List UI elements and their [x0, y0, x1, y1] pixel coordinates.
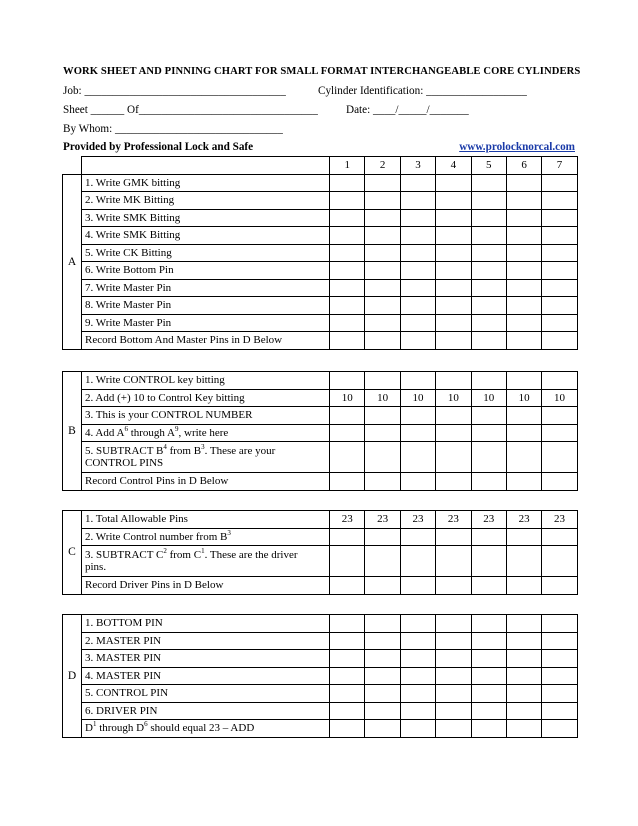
entry-cell[interactable] [330, 279, 365, 297]
table-row [63, 615, 578, 633]
table-row [63, 389, 578, 407]
entry-cell[interactable] [471, 227, 506, 245]
entry-cell[interactable] [542, 297, 577, 315]
entry-cell[interactable] [365, 615, 400, 633]
row-label: Record Driver Pins in D Below [82, 577, 330, 595]
row-label: 8. Write Master Pin [82, 297, 330, 315]
column-header: 7 [542, 157, 577, 175]
entry-cell[interactable] [542, 372, 577, 390]
entry-cell[interactable] [542, 279, 577, 297]
entry-cell[interactable] [330, 685, 365, 703]
by-whom-field: By Whom: ______________________________ [63, 123, 283, 135]
entry-cell[interactable] [506, 546, 541, 577]
entry-cell[interactable] [365, 279, 400, 297]
entry-cell[interactable] [365, 244, 400, 262]
entry-cell[interactable] [400, 442, 435, 473]
entry-cell[interactable] [400, 577, 435, 595]
section-label: B [63, 372, 82, 491]
entry-cell[interactable] [436, 279, 471, 297]
entry-cell[interactable] [542, 577, 577, 595]
section-b-table [62, 371, 578, 491]
column-header: 5 [471, 157, 506, 175]
entry-cell[interactable] [400, 297, 435, 315]
entry-cell[interactable] [436, 424, 471, 442]
entry-cell[interactable] [542, 473, 577, 491]
entry-cell[interactable] [400, 262, 435, 280]
entry-cell[interactable] [436, 685, 471, 703]
entry-cell[interactable] [436, 650, 471, 668]
column-header: 2 [365, 157, 400, 175]
row-label: Record Bottom And Master Pins in D Below [82, 332, 330, 350]
row-label: 3. SUBTRACT $C^2$ from $C^1$. These are the driver pins. [82, 546, 330, 577]
entry-cell[interactable] [506, 650, 541, 668]
row-label: 2. Add (+) 10 to Control Key bitting [82, 389, 330, 407]
table-row [63, 650, 578, 668]
table-row [63, 297, 578, 315]
entry-cell[interactable] [506, 685, 541, 703]
table-row [63, 244, 578, 262]
table-row [63, 424, 578, 442]
entry-cell[interactable] [436, 227, 471, 245]
entry-cell[interactable] [471, 297, 506, 315]
job-field: Job: ____________________________________ [63, 85, 286, 97]
value-cell: 23 [400, 511, 435, 529]
entry-cell[interactable] [506, 192, 541, 210]
entry-cell[interactable] [330, 650, 365, 668]
entry-cell[interactable] [542, 667, 577, 685]
column-header: 1 [330, 157, 365, 175]
entry-cell[interactable] [542, 407, 577, 425]
row-label: 1. BOTTOM PIN [82, 615, 330, 633]
entry-cell[interactable] [330, 615, 365, 633]
entry-cell[interactable] [471, 442, 506, 473]
entry-cell[interactable] [400, 332, 435, 350]
entry-cell[interactable] [365, 720, 400, 738]
entry-cell[interactable] [542, 528, 577, 546]
website-link[interactable]: www.prolocknorcal.com [459, 141, 575, 153]
entry-cell[interactable] [365, 528, 400, 546]
entry-cell[interactable] [436, 473, 471, 491]
entry-cell[interactable] [365, 702, 400, 720]
table-row [63, 209, 578, 227]
entry-cell[interactable] [542, 720, 577, 738]
entry-cell[interactable] [365, 650, 400, 668]
entry-cell[interactable] [542, 262, 577, 280]
entry-cell[interactable] [365, 407, 400, 425]
entry-cell[interactable] [330, 297, 365, 315]
table-row [63, 473, 578, 491]
table-row [63, 528, 578, 546]
value-cell: 23 [542, 511, 577, 529]
entry-cell[interactable] [365, 174, 400, 192]
entry-cell[interactable] [542, 546, 577, 577]
entry-cell[interactable] [436, 372, 471, 390]
entry-cell[interactable] [542, 685, 577, 703]
entry-cell[interactable] [471, 209, 506, 227]
entry-cell[interactable] [436, 546, 471, 577]
entry-cell[interactable] [506, 314, 541, 332]
value-cell: 10 [506, 389, 541, 407]
value-cell: 10 [471, 389, 506, 407]
column-header: 3 [400, 157, 435, 175]
table-row [63, 279, 578, 297]
table-row [63, 667, 578, 685]
entry-cell[interactable] [471, 577, 506, 595]
value-cell: 23 [506, 511, 541, 529]
entry-cell[interactable] [330, 667, 365, 685]
entry-cell[interactable] [330, 442, 365, 473]
section-label: D [63, 615, 82, 738]
entry-cell[interactable] [506, 332, 541, 350]
entry-cell[interactable] [436, 174, 471, 192]
row-label: 3. This is your CONTROL NUMBER [82, 407, 330, 425]
entry-cell[interactable] [542, 244, 577, 262]
value-cell: 10 [400, 389, 435, 407]
table-row [63, 702, 578, 720]
row-label: 2. Write MK Bitting [82, 192, 330, 210]
entry-cell[interactable] [400, 407, 435, 425]
entry-cell[interactable] [506, 528, 541, 546]
table-row [63, 174, 578, 192]
value-cell: 10 [542, 389, 577, 407]
entry-cell[interactable] [542, 192, 577, 210]
entry-cell[interactable] [471, 332, 506, 350]
entry-cell[interactable] [400, 372, 435, 390]
entry-cell[interactable] [471, 546, 506, 577]
table-row [63, 577, 578, 595]
entry-cell[interactable] [471, 720, 506, 738]
entry-cell[interactable] [330, 528, 365, 546]
row-label: 1. Total Allowable Pins [82, 511, 330, 529]
entry-cell[interactable] [400, 192, 435, 210]
entry-cell[interactable] [471, 244, 506, 262]
entry-cell[interactable] [365, 546, 400, 577]
entry-cell[interactable] [542, 227, 577, 245]
entry-cell[interactable] [400, 546, 435, 577]
table-row [63, 685, 578, 703]
table-row [63, 314, 578, 332]
entry-cell[interactable] [471, 314, 506, 332]
value-cell: 23 [330, 511, 365, 529]
entry-cell[interactable] [400, 702, 435, 720]
entry-cell[interactable] [400, 720, 435, 738]
entry-cell[interactable] [365, 314, 400, 332]
table-row [63, 511, 578, 529]
entry-cell[interactable] [330, 473, 365, 491]
entry-cell[interactable] [436, 262, 471, 280]
entry-cell[interactable] [471, 702, 506, 720]
entry-cell[interactable] [506, 407, 541, 425]
entry-cell[interactable] [330, 332, 365, 350]
entry-cell[interactable] [365, 685, 400, 703]
entry-cell[interactable] [542, 174, 577, 192]
section-c-table [62, 510, 578, 595]
column-header: 4 [436, 157, 471, 175]
cylinder-id-field: Cylinder Identification: __________________ [318, 85, 527, 97]
value-cell: 10 [365, 389, 400, 407]
entry-cell[interactable] [436, 244, 471, 262]
entry-cell[interactable] [436, 632, 471, 650]
entry-cell[interactable] [542, 650, 577, 668]
entry-cell[interactable] [506, 297, 541, 315]
entry-cell[interactable] [400, 244, 435, 262]
entry-cell[interactable] [436, 667, 471, 685]
entry-cell[interactable] [400, 667, 435, 685]
entry-cell[interactable] [365, 577, 400, 595]
entry-cell[interactable] [330, 227, 365, 245]
section-a-table [62, 156, 578, 350]
row-label: 7. Write Master Pin [82, 279, 330, 297]
row-label: 4. Add $A^6$ through $A^9$, write here [82, 424, 330, 442]
section-label: A [63, 174, 82, 349]
entry-cell[interactable] [471, 407, 506, 425]
table-row [63, 227, 578, 245]
entry-cell[interactable] [542, 615, 577, 633]
row-label: 5. CONTROL PIN [82, 685, 330, 703]
entry-cell[interactable] [542, 332, 577, 350]
entry-cell[interactable] [365, 332, 400, 350]
entry-cell[interactable] [506, 577, 541, 595]
entry-cell[interactable] [330, 314, 365, 332]
entry-cell[interactable] [400, 632, 435, 650]
row-label: 3. MASTER PIN [82, 650, 330, 668]
entry-cell[interactable] [365, 372, 400, 390]
entry-cell[interactable] [471, 174, 506, 192]
entry-cell[interactable] [330, 209, 365, 227]
entry-cell[interactable] [400, 650, 435, 668]
entry-cell[interactable] [471, 473, 506, 491]
entry-cell[interactable] [330, 546, 365, 577]
entry-cell[interactable] [365, 473, 400, 491]
row-label: 4. MASTER PIN [82, 667, 330, 685]
entry-cell[interactable] [506, 702, 541, 720]
row-label: 1. Write GMK bitting [82, 174, 330, 192]
date-field: Date: ____/_____/_______ [346, 104, 469, 116]
entry-cell[interactable] [436, 720, 471, 738]
entry-cell[interactable] [506, 720, 541, 738]
entry-cell[interactable] [436, 209, 471, 227]
value-cell: 23 [365, 511, 400, 529]
entry-cell[interactable] [506, 279, 541, 297]
entry-cell[interactable] [436, 332, 471, 350]
entry-cell[interactable] [365, 262, 400, 280]
value-cell: 10 [436, 389, 471, 407]
entry-cell[interactable] [436, 702, 471, 720]
entry-cell[interactable] [365, 209, 400, 227]
entry-cell[interactable] [436, 314, 471, 332]
entry-cell[interactable] [471, 650, 506, 668]
section-d-table [62, 614, 578, 738]
entry-cell[interactable] [506, 244, 541, 262]
entry-cell[interactable] [471, 279, 506, 297]
entry-cell[interactable] [400, 314, 435, 332]
entry-cell[interactable] [506, 442, 541, 473]
sheet-field: Sheet ______ Of________________________________ [63, 104, 318, 116]
table-row [63, 332, 578, 350]
entry-cell[interactable] [365, 442, 400, 473]
entry-cell[interactable] [365, 227, 400, 245]
entry-cell[interactable] [400, 209, 435, 227]
entry-cell[interactable] [330, 372, 365, 390]
entry-cell[interactable] [400, 685, 435, 703]
entry-cell[interactable] [436, 528, 471, 546]
row-label: 4. Write SMK Bitting [82, 227, 330, 245]
entry-cell[interactable] [471, 615, 506, 633]
entry-cell[interactable] [400, 424, 435, 442]
entry-cell[interactable] [330, 262, 365, 280]
entry-cell[interactable] [506, 424, 541, 442]
entry-cell[interactable] [542, 632, 577, 650]
column-header: 6 [506, 157, 541, 175]
entry-cell[interactable] [436, 577, 471, 595]
entry-cell[interactable] [330, 192, 365, 210]
entry-cell[interactable] [506, 174, 541, 192]
entry-cell[interactable] [542, 702, 577, 720]
entry-cell[interactable] [506, 227, 541, 245]
entry-cell[interactable] [400, 615, 435, 633]
entry-cell[interactable] [471, 424, 506, 442]
entry-cell[interactable] [436, 192, 471, 210]
entry-cell[interactable] [471, 685, 506, 703]
entry-cell[interactable] [471, 192, 506, 210]
entry-cell[interactable] [330, 174, 365, 192]
entry-cell[interactable] [330, 702, 365, 720]
row-label: 2. Write Control number from $B^3$ [82, 528, 330, 546]
table-row [63, 632, 578, 650]
entry-cell[interactable] [436, 297, 471, 315]
value-cell: 10 [330, 389, 365, 407]
entry-cell[interactable] [506, 372, 541, 390]
entry-cell[interactable] [330, 720, 365, 738]
table-row [63, 192, 578, 210]
entry-cell[interactable] [436, 442, 471, 473]
entry-cell[interactable] [506, 262, 541, 280]
document-title: WORK SHEET AND PINNING CHART FOR SMALL FORMAT INTERCHANGEABLE CORE CYLINDERS [63, 66, 581, 77]
table-row [63, 407, 578, 425]
entry-cell[interactable] [330, 632, 365, 650]
row-label: 6. Write Bottom Pin [82, 262, 330, 280]
row-label: 3. Write SMK Bitting [82, 209, 330, 227]
entry-cell[interactable] [542, 442, 577, 473]
value-cell: 23 [471, 511, 506, 529]
row-label: 6. DRIVER PIN [82, 702, 330, 720]
entry-cell[interactable] [471, 372, 506, 390]
value-cell: 23 [436, 511, 471, 529]
entry-cell[interactable] [330, 577, 365, 595]
table-row [63, 262, 578, 280]
entry-cell[interactable] [542, 424, 577, 442]
entry-cell[interactable] [400, 473, 435, 491]
provided-by-text: Provided by Professional Lock and Safe [63, 141, 254, 153]
entry-cell[interactable] [365, 632, 400, 650]
entry-cell[interactable] [506, 632, 541, 650]
entry-cell[interactable] [471, 667, 506, 685]
entry-cell[interactable] [400, 174, 435, 192]
row-label: 2. MASTER PIN [82, 632, 330, 650]
table-row [63, 546, 578, 577]
entry-cell[interactable] [400, 227, 435, 245]
table-row [63, 442, 578, 473]
entry-cell[interactable] [330, 407, 365, 425]
row-label: Record Control Pins in D Below [82, 473, 330, 491]
row-label: 5. SUBTRACT $B^4$ from $B^3$. These are your CONTROL PINS [82, 442, 330, 473]
entry-cell[interactable] [400, 528, 435, 546]
row-label: $D^1$ through $D^6$ should equal 23 – ADD [82, 720, 330, 738]
entry-cell[interactable] [330, 244, 365, 262]
entry-cell[interactable] [506, 473, 541, 491]
entry-cell[interactable] [436, 407, 471, 425]
entry-cell[interactable] [365, 192, 400, 210]
section-label: C [63, 511, 82, 595]
entry-cell[interactable] [365, 297, 400, 315]
entry-cell[interactable] [506, 615, 541, 633]
entry-cell[interactable] [365, 424, 400, 442]
entry-cell[interactable] [471, 262, 506, 280]
entry-cell[interactable] [400, 279, 435, 297]
table-row [63, 720, 578, 738]
entry-cell[interactable] [506, 667, 541, 685]
entry-cell[interactable] [365, 667, 400, 685]
row-label: 5. Write CK Bitting [82, 244, 330, 262]
entry-cell[interactable] [330, 424, 365, 442]
entry-cell[interactable] [471, 632, 506, 650]
entry-cell[interactable] [506, 209, 541, 227]
row-label: 9. Write Master Pin [82, 314, 330, 332]
entry-cell[interactable] [542, 209, 577, 227]
table-row [63, 372, 578, 390]
entry-cell[interactable] [542, 314, 577, 332]
entry-cell[interactable] [471, 528, 506, 546]
column-header-row [63, 157, 578, 175]
row-label: 1. Write CONTROL key bitting [82, 372, 330, 390]
entry-cell[interactable] [436, 615, 471, 633]
